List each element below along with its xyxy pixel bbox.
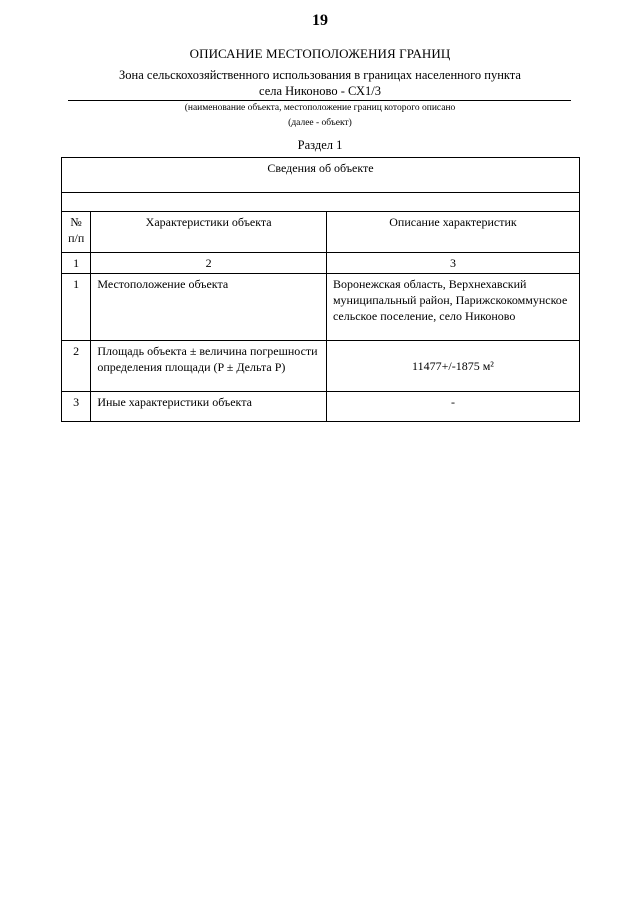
object-name-line-2: села Никоново - СХ1/3 [259, 84, 381, 98]
column-header-row [62, 212, 580, 253]
row-description: - [326, 392, 579, 422]
object-name-line-1: Зона сельскохозяйственного использования в границах населенного пункта [119, 68, 521, 82]
table-row [62, 341, 580, 392]
object-info-table [61, 157, 580, 422]
column-number: 1 [62, 253, 91, 274]
row-description: Воронежская область, Верхнехавский муниципальный район, Парижскокоммунское сельское поселение, село Никоново [326, 274, 579, 341]
row-characteristic: Местоположение объекта [91, 274, 327, 341]
column-header-number [62, 212, 91, 253]
row-characteristic: Площадь объекта ± величина погрешности определения площади (P ± Дельта P) [91, 341, 327, 392]
table-row [62, 274, 580, 341]
object-name-caption-line-1: (наименование объекта, местоположение границ которого описано [184, 103, 456, 113]
row-characteristic: Иные характеристики объекта [91, 392, 327, 422]
table-blank-row [62, 193, 580, 212]
row-number: 3 [62, 392, 91, 422]
table-header-row [62, 158, 580, 193]
page-number: 19 [312, 12, 328, 29]
blank-cell [62, 193, 580, 212]
column-header-description: Описание характеристик [326, 212, 579, 253]
column-number: 2 [91, 253, 327, 274]
object-name-caption-line-2: (далее - объект) [288, 118, 352, 128]
column-number-row [62, 253, 580, 274]
column-header-characteristics: Характеристики объекта [91, 212, 327, 253]
column-header-number-line-2: п/п [68, 231, 85, 245]
row-description: 11477+/-1875 м² [326, 341, 579, 392]
underline-rule [68, 100, 571, 101]
column-number: 3 [326, 253, 579, 274]
table-row [62, 392, 580, 422]
row-number: 2 [62, 341, 91, 392]
table-header: Сведения об объекте [62, 158, 580, 193]
row-number: 1 [62, 274, 91, 341]
document-title: ОПИСАНИЕ МЕСТОПОЛОЖЕНИЯ ГРАНИЦ [189, 46, 451, 61]
column-header-number-line-1: № [70, 215, 82, 229]
section-label: Раздел 1 [297, 138, 343, 152]
